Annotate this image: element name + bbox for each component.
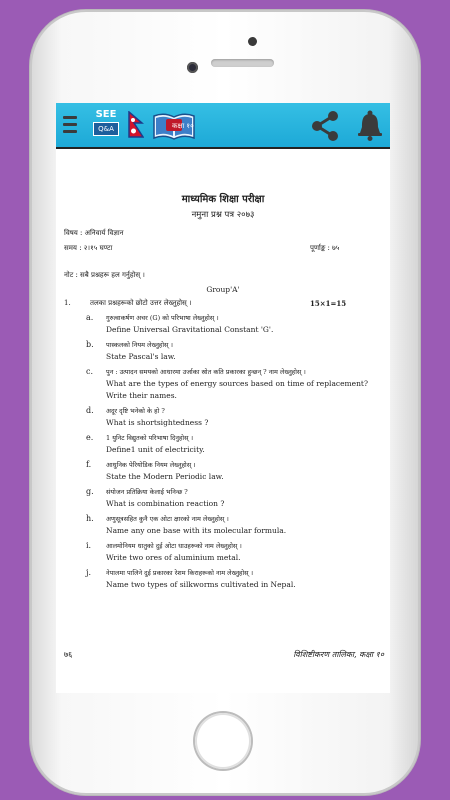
question-list [86,312,386,594]
item-label: i. [86,541,92,550]
item-nepali: पास्कलको नियम लेख्नुहोस् । [106,341,173,349]
item-english: What is combination reaction ? [106,499,225,508]
question-item [86,405,386,429]
exam-title: माध्यमिक शिक्षा परीक्षा [181,194,265,205]
question-item [86,567,386,591]
group-heading: Group'A' [206,285,240,294]
question-paper[interactable] [56,147,390,693]
footer-title: विशिष्टीकरण तालिका, कक्षा १० [293,650,384,659]
item-english: Define Universal Gravitational Constant 'G'. [106,325,274,334]
item-label: j. [86,568,92,577]
nepal-flag-icon [128,111,144,139]
item-label: f. [86,460,92,469]
home-button[interactable] [195,713,251,769]
item-english: Write two ores of aluminium metal. [106,553,241,562]
item-label: b. [86,340,94,349]
item-nepali: आधुनिक पेरियोडिक नियम लेख्नुहोस् । [106,461,196,469]
bell-icon[interactable] [356,109,384,143]
item-english: Name any one base with its molecular formula. [106,526,287,535]
book-label: कक्षा १० [172,122,194,130]
question-item [86,339,386,363]
item-label: d. [86,406,94,415]
item-english: Define1 unit of electricity. [106,445,205,454]
book-icon [152,110,196,142]
item-english: What is shortsightedness ? [106,418,209,427]
item-label: a. [86,313,94,322]
item-nepali: अदूर दृष्टि भनेको के हो ? [106,407,165,415]
logo-qa-text: Q&A [93,122,119,136]
share-icon[interactable] [308,109,342,143]
menu-icon[interactable] [63,116,77,134]
question-item [86,366,386,402]
proximity-sensor [248,37,257,46]
item-english: What are the types of energy sources based on time of replacement? Write their names. [106,379,368,400]
item-nepali: आलमोनियम धातुको दुई ओटा धाउहरूको नाम लेख्नुहोस् । [106,542,242,550]
item-nepali: अणुसूत्रसहित कुनै एक ओटा क्षारको नाम लेख्नुहोस् । [106,515,229,523]
question-marks: 15×1=15 [310,299,347,308]
item-nepali: नेपालमा पालिने दुई प्रकारका रेशम किराहरूको नाम लेख्नुहोस् । [106,569,254,577]
app-bar [56,103,390,147]
item-label: h. [86,514,94,523]
full-marks: पूर्णाङ्क : ७५ [310,244,340,252]
item-english: Name two types of silkworms cultivated in Nepal. [106,580,296,589]
screen [56,103,390,693]
note: नोट : सबै प्रश्नहरू हल गर्नुहोस् । [64,271,145,279]
item-label: g. [86,487,94,496]
exam-subtitle: नमुना प्रश्न पत्र २०७३ [191,210,255,220]
front-camera [187,62,198,73]
item-nepali: गुरुत्वाकर्षण अचर (G) को परिभाषा लेख्नुहोस् । [106,314,219,322]
item-english: State the Modern Periodic law. [106,472,224,481]
question-number: 1. [64,299,71,307]
question-item [86,513,386,537]
item-nepali: पुन : उत्पादन समयको आधारमा उर्जाका स्रोत कति प्रकारका हुन्छन् ? नाम लेख्नुहोस् । [106,368,306,376]
question-item [86,540,386,564]
question-item [86,432,386,456]
question-item [86,459,386,483]
subject: विषय : अनिवार्य विज्ञान [64,229,124,237]
item-english: State Pascal's law. [106,352,176,361]
question-item [86,486,386,510]
earpiece-speaker [211,59,274,67]
item-label: c. [86,367,94,376]
item-nepali: 1 युनिट विद्युतको परिभाषा दिनुहोस् । [106,434,194,442]
item-nepali: संयोजन प्रतिक्रिया केलाई भनिन्छ ? [106,488,188,496]
page-number: ७६ [64,650,73,659]
logo-see-text: SEE [95,109,117,120]
question-instruction: तलका प्रश्नहरूको छोटो उत्तर लेख्नुहोस् । [90,299,192,307]
see-qa-logo [92,110,120,140]
duration: समय : २।१५ घण्टा [64,244,113,252]
item-label: e. [86,433,94,442]
question-item [86,312,386,336]
